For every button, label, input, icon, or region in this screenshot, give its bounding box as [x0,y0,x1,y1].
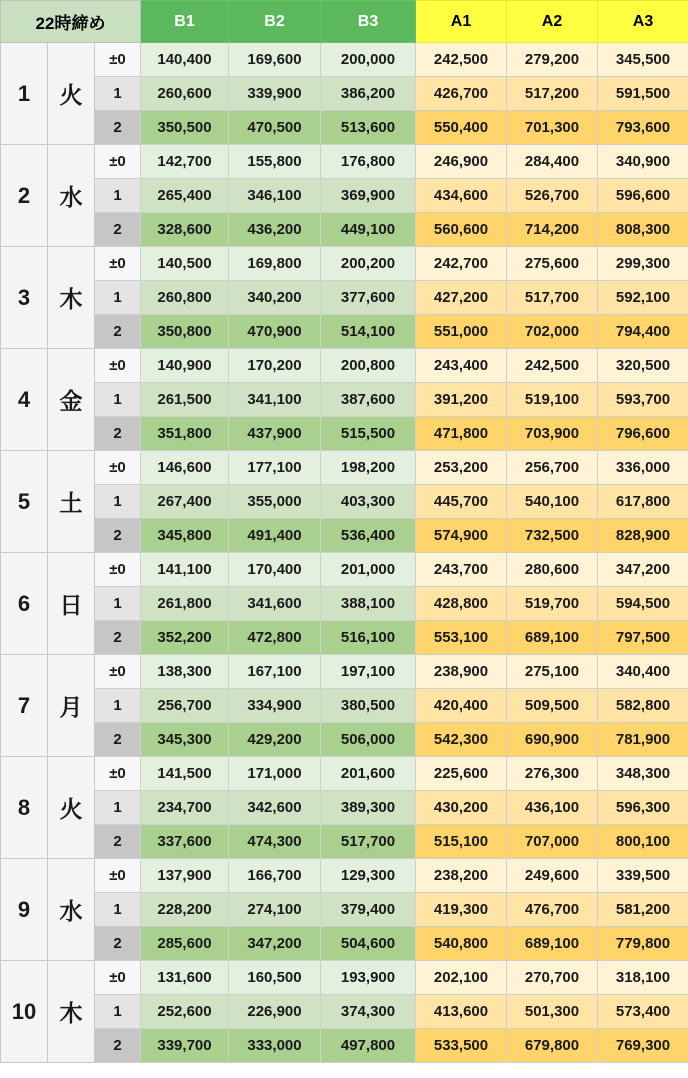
price-cell: 536,400 [321,519,416,553]
price-cell: 337,600 [141,825,229,859]
level-label: ±0 [95,655,141,689]
price-cell: 596,600 [598,179,688,213]
price-cell: 714,200 [507,213,598,247]
price-cell: 550,400 [416,111,507,145]
price-cell: 318,100 [598,961,688,995]
table-row [1,587,688,621]
price-cell: 252,600 [141,995,229,1029]
price-cell: 350,800 [141,315,229,349]
day-weekday: 木 [48,961,95,1063]
price-cell: 769,300 [598,1029,688,1063]
level-label: ±0 [95,349,141,383]
table-row [1,77,688,111]
price-cell: 333,000 [229,1029,321,1063]
price-cell: 253,200 [416,451,507,485]
price-cell: 242,500 [416,43,507,77]
table-row [1,995,688,1029]
level-label: 1 [95,791,141,825]
price-cell: 517,700 [507,281,598,315]
price-cell: 226,900 [229,995,321,1029]
day-number: 5 [1,451,48,553]
col-header-a2: A2 [507,1,598,43]
table-row [1,281,688,315]
table-row [1,213,688,247]
price-cell: 234,700 [141,791,229,825]
level-label: 2 [95,621,141,655]
price-cell: 342,600 [229,791,321,825]
price-cell: 146,600 [141,451,229,485]
price-cell: 517,700 [321,825,416,859]
price-cell: 517,200 [507,77,598,111]
price-cell: 193,900 [321,961,416,995]
price-cell: 689,100 [507,621,598,655]
price-cell: 689,100 [507,927,598,961]
price-cell: 131,600 [141,961,229,995]
price-cell: 516,100 [321,621,416,655]
level-label: 2 [95,519,141,553]
price-cell: 176,800 [321,145,416,179]
price-cell: 515,100 [416,825,507,859]
price-cell: 560,600 [416,213,507,247]
price-cell: 449,100 [321,213,416,247]
table-row [1,315,688,349]
price-cell: 679,800 [507,1029,598,1063]
price-cell: 781,900 [598,723,688,757]
price-cell: 387,600 [321,383,416,417]
price-cell: 348,300 [598,757,688,791]
day-weekday: 水 [48,145,95,247]
price-cell: 351,800 [141,417,229,451]
price-cell: 340,900 [598,145,688,179]
price-cell: 346,100 [229,179,321,213]
table-row [1,859,688,893]
price-cell: 828,900 [598,519,688,553]
price-cell: 388,100 [321,587,416,621]
price-cell: 225,600 [416,757,507,791]
price-cell: 428,800 [416,587,507,621]
price-cell: 267,400 [141,485,229,519]
price-cell: 437,900 [229,417,321,451]
day-weekday: 水 [48,859,95,961]
price-cell: 369,900 [321,179,416,213]
price-cell: 374,300 [321,995,416,1029]
price-cell: 808,300 [598,213,688,247]
price-cell: 519,100 [507,383,598,417]
level-label: 2 [95,825,141,859]
level-label: ±0 [95,43,141,77]
price-cell: 200,800 [321,349,416,383]
price-cell: 141,500 [141,757,229,791]
day-number: 6 [1,553,48,655]
price-cell: 504,600 [321,927,416,961]
level-label: 1 [95,485,141,519]
price-cell: 703,900 [507,417,598,451]
price-cell: 701,300 [507,111,598,145]
day-weekday: 金 [48,349,95,451]
price-cell: 341,100 [229,383,321,417]
price-cell: 377,600 [321,281,416,315]
price-cell: 540,800 [416,927,507,961]
price-cell: 515,500 [321,417,416,451]
price-cell: 142,700 [141,145,229,179]
price-cell: 242,700 [416,247,507,281]
col-header-a3: A3 [598,1,688,43]
level-label: 1 [95,587,141,621]
price-cell: 591,500 [598,77,688,111]
price-cell: 261,800 [141,587,229,621]
price-cell: 339,700 [141,1029,229,1063]
table-row [1,689,688,723]
price-cell: 391,200 [416,383,507,417]
level-label: 1 [95,77,141,111]
price-cell: 141,100 [141,553,229,587]
level-label: 2 [95,111,141,145]
day-number: 3 [1,247,48,349]
day-weekday: 日 [48,553,95,655]
level-label: 1 [95,383,141,417]
price-cell: 436,200 [229,213,321,247]
price-cell: 573,400 [598,995,688,1029]
price-cell: 355,000 [229,485,321,519]
price-cell: 352,200 [141,621,229,655]
table-body [1,43,688,1063]
price-cell: 427,200 [416,281,507,315]
price-cell: 533,500 [416,1029,507,1063]
price-cell: 238,200 [416,859,507,893]
price-cell: 279,200 [507,43,598,77]
price-cell: 160,500 [229,961,321,995]
price-cell: 472,800 [229,621,321,655]
price-cell: 419,300 [416,893,507,927]
day-number: 10 [1,961,48,1063]
price-cell: 551,000 [416,315,507,349]
price-cell: 779,800 [598,927,688,961]
level-label: 2 [95,213,141,247]
price-cell: 238,900 [416,655,507,689]
price-cell: 514,100 [321,315,416,349]
price-cell: 596,300 [598,791,688,825]
price-cell: 582,800 [598,689,688,723]
price-cell: 249,600 [507,859,598,893]
price-cell: 800,100 [598,825,688,859]
price-cell: 470,900 [229,315,321,349]
price-cell: 166,700 [229,859,321,893]
price-cell: 445,700 [416,485,507,519]
price-cell: 320,500 [598,349,688,383]
day-weekday: 火 [48,757,95,859]
price-cell: 138,300 [141,655,229,689]
price-cell: 574,900 [416,519,507,553]
table-row [1,621,688,655]
price-cell: 345,800 [141,519,229,553]
level-label: 2 [95,723,141,757]
price-cell: 276,300 [507,757,598,791]
price-cell: 334,900 [229,689,321,723]
table-row [1,111,688,145]
price-cell: 497,800 [321,1029,416,1063]
price-cell: 594,500 [598,587,688,621]
level-label: 1 [95,995,141,1029]
price-cell: 386,200 [321,77,416,111]
day-number: 4 [1,349,48,451]
price-cell: 513,600 [321,111,416,145]
price-cell: 491,400 [229,519,321,553]
price-cell: 228,200 [141,893,229,927]
table-row [1,961,688,995]
price-cell: 261,500 [141,383,229,417]
price-cell: 413,600 [416,995,507,1029]
price-cell: 169,800 [229,247,321,281]
price-cell: 140,500 [141,247,229,281]
table-row [1,247,688,281]
table-row [1,485,688,519]
price-cell: 201,600 [321,757,416,791]
table-header [1,1,688,43]
level-label: 1 [95,893,141,927]
price-cell: 702,000 [507,315,598,349]
day-number: 8 [1,757,48,859]
day-weekday: 木 [48,247,95,349]
table-row [1,655,688,689]
price-cell: 256,700 [507,451,598,485]
col-header-a1: A1 [416,1,507,43]
price-cell: 140,400 [141,43,229,77]
price-cell: 270,700 [507,961,598,995]
price-cell: 379,400 [321,893,416,927]
price-cell: 403,300 [321,485,416,519]
price-cell: 170,400 [229,553,321,587]
price-cell: 542,300 [416,723,507,757]
price-cell: 243,700 [416,553,507,587]
price-cell: 434,600 [416,179,507,213]
table-row [1,43,688,77]
price-cell: 336,000 [598,451,688,485]
price-cell: 242,500 [507,349,598,383]
price-cell: 171,000 [229,757,321,791]
price-cell: 350,500 [141,111,229,145]
level-label: 2 [95,1029,141,1063]
price-cell: 167,100 [229,655,321,689]
table-row [1,179,688,213]
level-label: ±0 [95,757,141,791]
col-header-b2: B2 [229,1,321,43]
price-cell: 509,500 [507,689,598,723]
price-cell: 198,200 [321,451,416,485]
price-cell: 436,100 [507,791,598,825]
col-header-b3: B3 [321,1,416,43]
table-row [1,349,688,383]
table-row [1,1029,688,1063]
level-label: ±0 [95,961,141,995]
price-cell: 155,800 [229,145,321,179]
price-cell: 284,400 [507,145,598,179]
day-weekday: 月 [48,655,95,757]
price-cell: 275,100 [507,655,598,689]
price-cell: 420,400 [416,689,507,723]
level-label: ±0 [95,451,141,485]
table-row [1,417,688,451]
price-cell: 202,100 [416,961,507,995]
price-cell: 501,300 [507,995,598,1029]
price-cell: 593,700 [598,383,688,417]
day-weekday: 土 [48,451,95,553]
price-cell: 732,500 [507,519,598,553]
price-cell: 265,400 [141,179,229,213]
price-cell: 690,900 [507,723,598,757]
price-cell: 256,700 [141,689,229,723]
price-cell: 592,100 [598,281,688,315]
price-cell: 339,900 [229,77,321,111]
price-cell: 380,500 [321,689,416,723]
level-label: ±0 [95,553,141,587]
level-label: 2 [95,417,141,451]
price-cell: 794,400 [598,315,688,349]
price-cell: 137,900 [141,859,229,893]
price-cell: 553,100 [416,621,507,655]
price-cell: 341,600 [229,587,321,621]
price-cell: 274,100 [229,893,321,927]
price-cell: 197,100 [321,655,416,689]
price-cell: 430,200 [416,791,507,825]
price-cell: 170,200 [229,349,321,383]
day-number: 7 [1,655,48,757]
price-cell: 339,500 [598,859,688,893]
price-cell: 345,300 [141,723,229,757]
day-number: 9 [1,859,48,961]
price-cell: 285,600 [141,927,229,961]
table-row [1,519,688,553]
level-label: 2 [95,927,141,961]
price-cell: 177,100 [229,451,321,485]
price-cell: 260,800 [141,281,229,315]
price-cell: 200,000 [321,43,416,77]
price-cell: 140,900 [141,349,229,383]
price-cell: 299,300 [598,247,688,281]
table-row [1,757,688,791]
table-row [1,383,688,417]
price-cell: 474,300 [229,825,321,859]
price-cell: 429,200 [229,723,321,757]
day-weekday: 火 [48,43,95,145]
price-cell: 426,700 [416,77,507,111]
price-cell: 470,500 [229,111,321,145]
price-cell: 340,200 [229,281,321,315]
price-cell: 581,200 [598,893,688,927]
price-cell: 201,000 [321,553,416,587]
day-number: 1 [1,43,48,145]
price-cell: 471,800 [416,417,507,451]
price-cell: 328,600 [141,213,229,247]
level-label: ±0 [95,247,141,281]
corner-label: 22時締め [1,1,141,43]
price-cell: 200,200 [321,247,416,281]
price-cell: 129,300 [321,859,416,893]
header-row [1,1,688,43]
price-cell: 519,700 [507,587,598,621]
price-cell: 617,800 [598,485,688,519]
level-label: ±0 [95,859,141,893]
price-cell: 707,000 [507,825,598,859]
price-cell: 345,500 [598,43,688,77]
price-cell: 347,200 [598,553,688,587]
table-row [1,451,688,485]
price-cell: 280,600 [507,553,598,587]
price-cell: 526,700 [507,179,598,213]
price-cell: 506,000 [321,723,416,757]
table-row [1,893,688,927]
level-label: 1 [95,179,141,213]
level-label: 2 [95,315,141,349]
price-cell: 246,900 [416,145,507,179]
price-cell: 476,700 [507,893,598,927]
price-cell: 260,600 [141,77,229,111]
price-cell: 243,400 [416,349,507,383]
price-cell: 540,100 [507,485,598,519]
table-row [1,145,688,179]
price-cell: 169,600 [229,43,321,77]
price-cell: 389,300 [321,791,416,825]
price-cell: 797,500 [598,621,688,655]
day-number: 2 [1,145,48,247]
price-cell: 275,600 [507,247,598,281]
table-row [1,723,688,757]
price-cell: 796,600 [598,417,688,451]
level-label: ±0 [95,145,141,179]
table-row [1,927,688,961]
table-row [1,791,688,825]
price-cell: 347,200 [229,927,321,961]
table-row [1,553,688,587]
col-header-b1: B1 [141,1,229,43]
price-cell: 340,400 [598,655,688,689]
level-label: 1 [95,689,141,723]
table-row [1,825,688,859]
level-label: 1 [95,281,141,315]
price-cell: 793,600 [598,111,688,145]
